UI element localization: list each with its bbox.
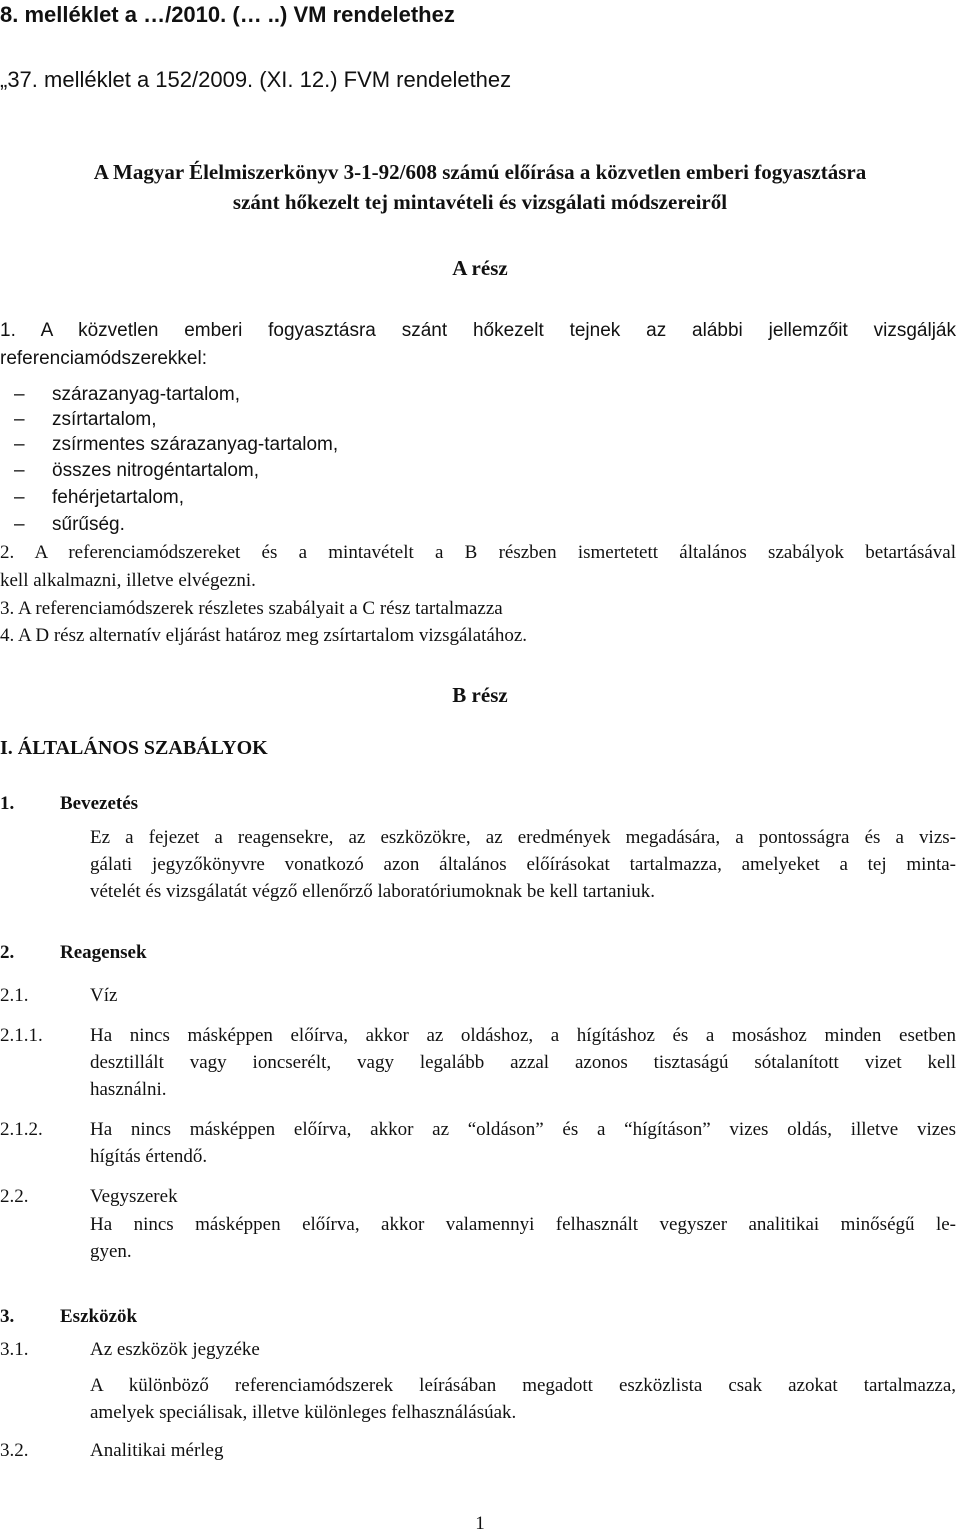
section-2-1-2-number: 2.1.2. (0, 1119, 43, 1140)
dash-bullet: – (14, 384, 25, 405)
part-a-paragraph-2-line-1: 2. A referenciamódszereket és a mintavételt a B részben ismertetett általános szabályok betartásával (0, 542, 956, 563)
section-2-1-2-text-line-2: hígítás értendő. (90, 1146, 208, 1167)
document-title-line-2: szánt hőkezelt tej mintavételi és vizsgálati módszereiről (232, 190, 728, 214)
header-line-2: „37. melléklet a 152/2009. (XI. 12.) FVM rendelethez (0, 67, 512, 92)
section-2-1-1-text-line-3: használni. (90, 1079, 167, 1100)
list-item-text: zsírmentes szárazanyag-tartalom, (52, 434, 339, 455)
section-2-2-text-line-1: Ha nincs másképpen előírva, akkor valamennyi felhasznált vegyszer analitikai minőségű le- (90, 1214, 956, 1235)
section-2-1-1-text-line-1: Ha nincs másképpen előírva, akkor az oldáshoz, a hígításhoz és a mosáshoz minden esetben (90, 1025, 956, 1046)
section-3-1-text-line-1: A különböző referenciamódszerek leírásában megadott eszközlista csak azokat tartalmazza, (90, 1375, 956, 1396)
section-1-text-line-2: gálati jegyzőkönyvre vonatkozó azon általános előírásokat tartalmazza, amelyeket a tej minta- (90, 854, 956, 875)
section-2-2-title: Vegyszerek (90, 1186, 178, 1207)
section-2-2-number: 2.2. (0, 1186, 29, 1207)
list-item (14, 487, 184, 509)
list-item-text: összes nitrogéntartalom, (52, 460, 259, 481)
list-item (14, 460, 259, 482)
section-3-1-text-line-2: amelyek speciálisak, illetve különleges felhasználásúak. (90, 1402, 517, 1423)
section-1-number: 1. (0, 793, 15, 814)
list-item-text: sűrűség. (52, 514, 125, 535)
list-item (14, 384, 240, 406)
section-3-title: Eszközök (60, 1306, 138, 1327)
section-2-1-1-text-line-2: desztillált vagy ioncserélt, vagy legalább azzal azonos tisztaságú sótalanított vizet kell (90, 1052, 956, 1073)
dash-bullet: – (14, 409, 25, 430)
section-2-1-1-number: 2.1.1. (0, 1025, 43, 1046)
part-a-paragraph-3: 3. A referenciamódszerek részletes szabályait a C rész tartalmazza (0, 598, 503, 619)
part-a-heading: A rész (452, 256, 508, 280)
list-item-text: fehérjetartalom, (52, 487, 185, 508)
dash-bullet: – (14, 487, 25, 508)
section-2-number: 2. (0, 942, 15, 963)
section-1-text-line-3: vételét és vizsgálatát végző ellenőrző laboratóriumoknak be kell tartaniuk. (90, 881, 656, 902)
list-item (14, 434, 338, 456)
part-b-heading: B rész (452, 683, 508, 707)
section-3-2-title: Analitikai mérleg (90, 1440, 224, 1461)
section-heading-general-rules: I. ÁLTALÁNOS SZABÁLYOK (0, 737, 268, 759)
section-3-1-number: 3.1. (0, 1339, 29, 1360)
part-a-paragraph-4: 4. A D rész alternatív eljárást határoz meg zsírtartalom vizsgálatához. (0, 625, 528, 646)
list-item-text: szárazanyag-tartalom, (52, 384, 240, 405)
list-item-text: zsírtartalom, (52, 409, 157, 430)
section-2-title: Reagensek (60, 942, 147, 963)
part-a-paragraph-1-line-1: 1. A közvetlen emberi fogyasztásra szánt hőkezelt tejnek az alábbi jellemzőit vizsgálják (0, 320, 956, 341)
section-3-1-title: Az eszközök jegyzéke (90, 1339, 260, 1360)
list-item (14, 409, 157, 431)
section-1-title: Bevezetés (60, 793, 139, 814)
part-a-paragraph-2-line-2: kell alkalmazni, illetve elvégezni. (0, 570, 256, 591)
dash-bullet: – (14, 514, 25, 535)
dash-bullet: – (14, 434, 25, 455)
document-title-line-1: A Magyar Élelmiszerkönyv 3-1-92/608 számú előírása a közvetlen emberi fogyasztásra (93, 160, 867, 184)
page-number: 1 (475, 1513, 485, 1534)
section-1-text-line-1: Ez a fejezet a reagensekre, az eszközökre, az eredmények megadására, a pontosságra és a vizs- (90, 827, 956, 848)
section-2-1-title: Víz (90, 985, 118, 1006)
header-line-1: 8. melléklet a …/2010. (… ..) VM rendelethez (0, 2, 455, 27)
section-3-number: 3. (0, 1306, 15, 1327)
dash-bullet: – (14, 460, 25, 481)
part-a-paragraph-1-line-2: referenciamódszerekkel: (0, 348, 207, 369)
section-3-2-number: 3.2. (0, 1440, 29, 1461)
section-2-2-text-line-2: gyen. (90, 1241, 132, 1262)
section-2-1-2-text-line-1: Ha nincs másképpen előírva, akkor az “oldáson” és a “hígításon” vizes oldás, illetve vizes (90, 1119, 956, 1140)
section-2-1-number: 2.1. (0, 985, 29, 1006)
list-item (14, 514, 125, 536)
